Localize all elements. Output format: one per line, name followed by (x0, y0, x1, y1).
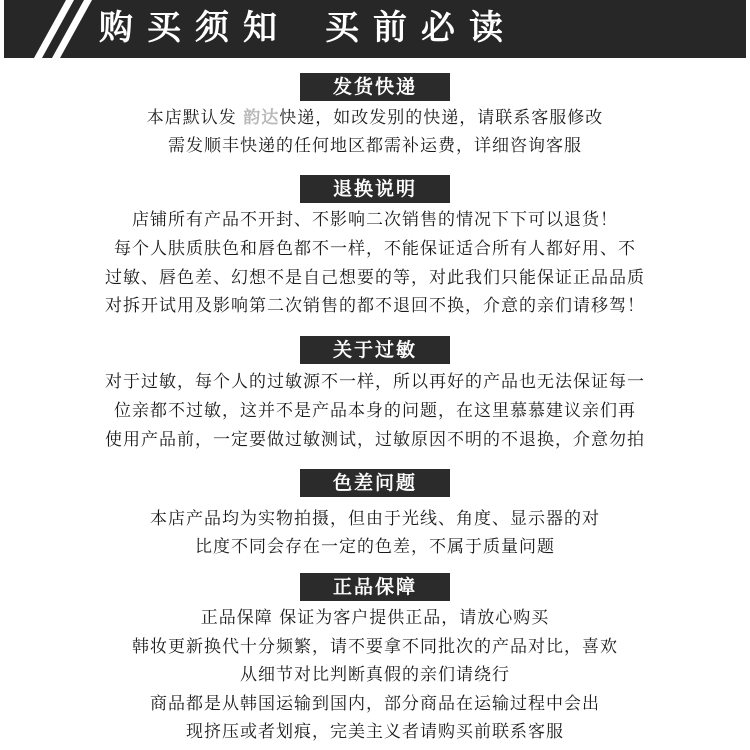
authenticity-line-3: 从细节对比判断真假的亲们请绕行 (240, 665, 510, 685)
header-title-left: 购买须知 (99, 8, 291, 48)
returns-line-2: 每个人肤质肤色和唇色都不一样，不能保证适合所有人都好用、不 (114, 239, 636, 259)
courier-name: 韵达 (243, 108, 280, 128)
section-title-shipping: 发货快递 (0, 73, 750, 101)
section-title-returns: 退换说明 (0, 175, 750, 203)
header-title-right: 买前必读 (325, 8, 517, 48)
authenticity-line-2: 韩妆更新换代十分频繁，请不要拿不同批次的产品对比，喜欢 (132, 637, 618, 657)
shipping-line-2: 需发顺丰快递的任何地区都需补运费，详细咨询客服 (168, 136, 582, 156)
returns-line-4: 对拆开试用及影响第二次销售的都不退回不换，介意的亲们请移驾！ (105, 296, 645, 316)
returns-line-3: 过敏、唇色差、幻想不是自己想要的等，对此我们只能保证正品品质 (105, 268, 645, 288)
diagonal-stripes-decoration (4, 0, 94, 58)
authenticity-line-1: 正品保障 保证为客户提供正品，请放心购买 (200, 608, 550, 628)
allergy-line-3: 使用产品前，一定要做过敏测试，过敏原因不明的不退换，介意勿拍 (105, 430, 645, 450)
allergy-line-2: 位亲都不过敏，这并不是产品本身的问题，在这里慕慕建议亲们再 (114, 401, 636, 421)
color-line-1: 本店产品均为实物拍摄，但由于光线、角度、显示器的对 (150, 509, 600, 529)
color-line-2: 比度不同会存在一定的色差，不属于质量问题 (195, 537, 555, 557)
section-title-authenticity: 正品保障 (0, 573, 750, 601)
page-header (4, 0, 746, 58)
allergy-line-1: 对于过敏，每个人的过敏源不一样，所以再好的产品也无法保证每一 (105, 372, 645, 392)
authenticity-line-4: 商品都是从韩国运输到国内，部分商品在运输过程中会出 (150, 694, 600, 714)
returns-line-1: 店铺所有产品不开封、不影响二次销售的情况下下可以退货！ (132, 210, 618, 230)
authenticity-line-5: 现挤压或者划痕，完美主义者请购买前联系客服 (186, 722, 564, 742)
section-title-color-difference: 色差问题 (0, 469, 750, 497)
header-title (99, 5, 517, 51)
shipping-line-1: 本店默认发 韵达快递，如改发别的快递，请联系客服修改 (146, 108, 604, 128)
section-title-allergy: 关于过敏 (0, 336, 750, 364)
